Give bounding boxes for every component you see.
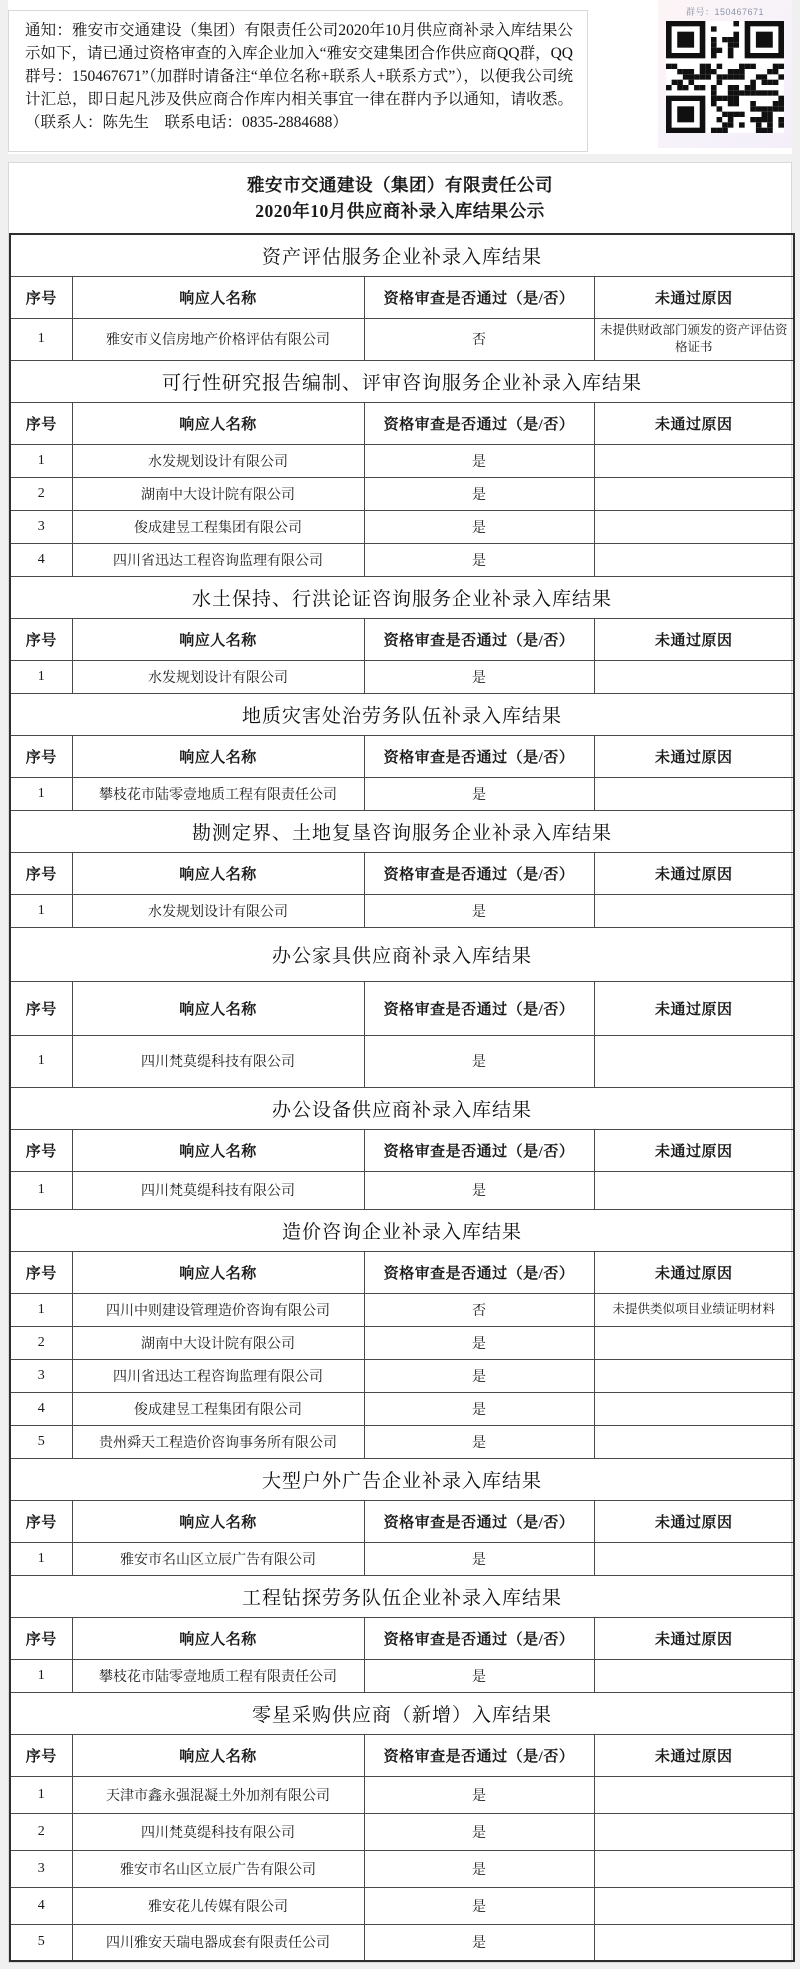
- table-row: [10, 1850, 794, 1887]
- table-row: [10, 1776, 794, 1813]
- qualification-passed: 是: [364, 1887, 594, 1924]
- qualification-passed: 否: [364, 1293, 594, 1326]
- column-header: 序号: [10, 1251, 72, 1293]
- row-index: 1: [10, 444, 72, 477]
- qualification-passed: 是: [364, 1392, 594, 1425]
- qualification-passed: 是: [364, 1850, 594, 1887]
- qualification-passed: 是: [364, 777, 594, 810]
- column-header: 资格审查是否通过（是/否）: [364, 1734, 594, 1776]
- table-row: [10, 1326, 794, 1359]
- respondent-name: 四川省迅达工程咨询监理有限公司: [72, 543, 364, 576]
- row-index: 4: [10, 1392, 72, 1425]
- fail-reason: [594, 1850, 794, 1887]
- column-header: 未通过原因: [594, 1734, 794, 1776]
- fail-reason: [594, 1326, 794, 1359]
- table-row: [10, 1035, 794, 1087]
- fail-reason: [594, 1035, 794, 1087]
- respondent-name: 四川梵莫缇科技有限公司: [72, 1813, 364, 1850]
- table-row: [10, 1887, 794, 1924]
- respondent-name: 雅安市义信房地产价格评估有限公司: [72, 318, 364, 360]
- section-title-row: [10, 927, 794, 981]
- notice-text: 通知：雅安市交通建设（集团）有限责任公司2020年10月供应商补录入库结果公示如下，请已通过资格审查的入库企业加入“雅安交建集团合作供应商QQ群，QQ群号：150467671”（加群时请备注“单位名称+联系人+联系方式”），以便我公司统计汇总，即日起凡涉及供应商合作库内相关事宜一律在群内予以通知，请收悉。（联系人：陈先生 联系电话：0835-2884688）: [25, 22, 573, 131]
- fail-reason: [594, 660, 794, 693]
- respondent-name: 水发规划设计有限公司: [72, 444, 364, 477]
- column-header: 未通过原因: [594, 618, 794, 660]
- section-title: 资产评估服务企业补录入库结果: [10, 234, 794, 277]
- row-index: 1: [10, 660, 72, 693]
- qualification-passed: 是: [364, 510, 594, 543]
- table-row: [10, 510, 794, 543]
- column-header: 资格审查是否通过（是/否）: [364, 1129, 594, 1171]
- table-row: [10, 1813, 794, 1850]
- fail-reason: [594, 1425, 794, 1458]
- column-header: 序号: [10, 1129, 72, 1171]
- row-index: 4: [10, 543, 72, 576]
- column-header: 未通过原因: [594, 1617, 794, 1659]
- column-header: 响应人名称: [72, 276, 364, 318]
- qualification-passed: 是: [364, 1542, 594, 1575]
- column-header: 序号: [10, 981, 72, 1035]
- respondent-name: 雅安市名山区立辰广告有限公司: [72, 1542, 364, 1575]
- respondent-name: 四川省迅达工程咨询监理有限公司: [72, 1359, 364, 1392]
- table-row: [10, 1659, 794, 1692]
- column-header: 响应人名称: [72, 618, 364, 660]
- respondent-name: 湖南中大设计院有限公司: [72, 1326, 364, 1359]
- fail-reason: [594, 1813, 794, 1850]
- respondent-name: 四川中则建设管理造价咨询有限公司: [72, 1293, 364, 1326]
- document-title-line1: 雅安市交通建设（集团）有限责任公司: [247, 175, 553, 195]
- announcement-document: [8, 162, 792, 1963]
- row-index: 1: [10, 1659, 72, 1692]
- qualification-passed: 是: [364, 1171, 594, 1209]
- column-header: 序号: [10, 1500, 72, 1542]
- row-index: 3: [10, 1850, 72, 1887]
- section-title: 可行性研究报告编制、评审咨询服务企业补录入库结果: [10, 360, 794, 402]
- column-header: 序号: [10, 735, 72, 777]
- row-index: 1: [10, 1171, 72, 1209]
- section-title: 勘测定界、土地复垦咨询服务企业补录入库结果: [10, 810, 794, 852]
- table-row: [10, 1293, 794, 1326]
- table-header-row: [10, 1500, 794, 1542]
- table-row: [10, 777, 794, 810]
- section-title: 零星采购供应商（新增）入库结果: [10, 1692, 794, 1734]
- column-header: 序号: [10, 852, 72, 894]
- section-title: 造价咨询企业补录入库结果: [10, 1209, 794, 1251]
- column-header: 序号: [10, 618, 72, 660]
- qualification-passed: 是: [364, 894, 594, 927]
- section-title: 工程钻探劳务队伍企业补录入库结果: [10, 1575, 794, 1617]
- column-header: 未通过原因: [594, 276, 794, 318]
- qualification-passed: 是: [364, 477, 594, 510]
- table-row: [10, 543, 794, 576]
- row-index: 1: [10, 894, 72, 927]
- column-header: 响应人名称: [72, 1251, 364, 1293]
- document-title-line2: 2020年10月供应商补录入库结果公示: [255, 201, 545, 222]
- fail-reason: [594, 1924, 794, 1961]
- respondent-name: 水发规划设计有限公司: [72, 660, 364, 693]
- column-header: 响应人名称: [72, 852, 364, 894]
- column-header: 未通过原因: [594, 1500, 794, 1542]
- column-header: 序号: [10, 276, 72, 318]
- notice-box: [8, 10, 588, 152]
- fail-reason: [594, 444, 794, 477]
- row-index: 1: [10, 318, 72, 360]
- respondent-name: 俊成建昱工程集团有限公司: [72, 1392, 364, 1425]
- column-header: 响应人名称: [72, 1129, 364, 1171]
- qq-group-number-label: 群号：150467671: [685, 7, 765, 17]
- fail-reason: [594, 510, 794, 543]
- row-index: 5: [10, 1425, 72, 1458]
- fail-reason: [594, 1542, 794, 1575]
- column-header: 资格审查是否通过（是/否）: [364, 618, 594, 660]
- respondent-name: 攀枝花市陆零壹地质工程有限责任公司: [72, 777, 364, 810]
- qualification-passed: 是: [364, 444, 594, 477]
- qq-group-qr-code-icon: [666, 21, 784, 133]
- column-header: 未通过原因: [594, 402, 794, 444]
- qualification-passed: 是: [364, 543, 594, 576]
- column-header: 响应人名称: [72, 981, 364, 1035]
- column-header: 未通过原因: [594, 1251, 794, 1293]
- section-title-row: [10, 576, 794, 618]
- table-row: [10, 1924, 794, 1961]
- section-title: 办公家具供应商补录入库结果: [10, 927, 794, 981]
- table-header-row: [10, 1251, 794, 1293]
- column-header: 资格审查是否通过（是/否）: [364, 735, 594, 777]
- respondent-name: 湖南中大设计院有限公司: [72, 477, 364, 510]
- table-row: [10, 894, 794, 927]
- top-band: [8, 0, 792, 154]
- section-title-row: [10, 1692, 794, 1734]
- column-header: 资格审查是否通过（是/否）: [364, 1617, 594, 1659]
- row-index: 1: [10, 1293, 72, 1326]
- fail-reason: [594, 477, 794, 510]
- column-header: 响应人名称: [72, 1734, 364, 1776]
- column-header: 资格审查是否通过（是/否）: [364, 402, 594, 444]
- section-title-row: [10, 234, 794, 277]
- table-row: [10, 1542, 794, 1575]
- fail-reason: [594, 1392, 794, 1425]
- fail-reason: [594, 543, 794, 576]
- column-header: 资格审查是否通过（是/否）: [364, 1500, 594, 1542]
- section-title: 水土保持、行洪论证咨询服务企业补录入库结果: [10, 576, 794, 618]
- row-index: 2: [10, 1813, 72, 1850]
- respondent-name: 四川梵莫缇科技有限公司: [72, 1171, 364, 1209]
- table-row: [10, 1359, 794, 1392]
- table-row: [10, 444, 794, 477]
- column-header: 序号: [10, 1617, 72, 1659]
- fail-reason: [594, 777, 794, 810]
- column-header: 响应人名称: [72, 402, 364, 444]
- table-header-row: [10, 618, 794, 660]
- respondent-name: 雅安花儿传媒有限公司: [72, 1887, 364, 1924]
- fail-reason: [594, 1171, 794, 1209]
- row-index: 1: [10, 1776, 72, 1813]
- row-index: 1: [10, 777, 72, 810]
- qualification-passed: 是: [364, 1359, 594, 1392]
- column-header: 资格审查是否通过（是/否）: [364, 981, 594, 1035]
- column-header: 资格审查是否通过（是/否）: [364, 1251, 594, 1293]
- column-header: 未通过原因: [594, 735, 794, 777]
- qualification-passed: 是: [364, 1924, 594, 1961]
- results-table: [9, 233, 795, 1963]
- respondent-name: 四川雅安天瑞电器成套有限责任公司: [72, 1924, 364, 1961]
- section-title: 地质灾害处治劳务队伍补录入库结果: [10, 693, 794, 735]
- section-title-row: [10, 1209, 794, 1251]
- row-index: 1: [10, 1542, 72, 1575]
- column-header: 未通过原因: [594, 1129, 794, 1171]
- fail-reason: [594, 1887, 794, 1924]
- fail-reason: 未提供类似项目业绩证明材料: [594, 1293, 794, 1326]
- respondent-name: 四川梵莫缇科技有限公司: [72, 1035, 364, 1087]
- fail-reason: [594, 1659, 794, 1692]
- respondent-name: 雅安市名山区立辰广告有限公司: [72, 1850, 364, 1887]
- row-index: 5: [10, 1924, 72, 1961]
- section-title-row: [10, 693, 794, 735]
- qualification-passed: 是: [364, 660, 594, 693]
- respondent-name: 天津市鑫永强混凝土外加剂有限公司: [72, 1776, 364, 1813]
- qualification-passed: 是: [364, 1326, 594, 1359]
- column-header: 序号: [10, 402, 72, 444]
- fail-reason: 未提供财政部门颁发的资产评估资格证书: [594, 318, 794, 360]
- column-header: 序号: [10, 1734, 72, 1776]
- row-index: 4: [10, 1887, 72, 1924]
- qualification-passed: 是: [364, 1659, 594, 1692]
- column-header: 资格审查是否通过（是/否）: [364, 276, 594, 318]
- column-header: 响应人名称: [72, 1500, 364, 1542]
- table-row: [10, 660, 794, 693]
- column-header: 响应人名称: [72, 735, 364, 777]
- respondent-name: 贵州舜天工程造价咨询事务所有限公司: [72, 1425, 364, 1458]
- fail-reason: [594, 1776, 794, 1813]
- qq-group-qr-panel: [658, 0, 792, 148]
- respondent-name: 攀枝花市陆零壹地质工程有限责任公司: [72, 1659, 364, 1692]
- row-index: 1: [10, 1035, 72, 1087]
- qualification-passed: 是: [364, 1035, 594, 1087]
- table-row: [10, 1171, 794, 1209]
- qualification-passed: 是: [364, 1776, 594, 1813]
- section-title: 大型户外广告企业补录入库结果: [10, 1458, 794, 1500]
- table-header-row: [10, 276, 794, 318]
- section-title-row: [10, 1575, 794, 1617]
- row-index: 2: [10, 477, 72, 510]
- row-index: 2: [10, 1326, 72, 1359]
- table-header-row: [10, 735, 794, 777]
- column-header: 未通过原因: [594, 852, 794, 894]
- table-body: [10, 234, 794, 1962]
- qualification-passed: 否: [364, 318, 594, 360]
- column-header: 资格审查是否通过（是/否）: [364, 852, 594, 894]
- table-header-row: [10, 852, 794, 894]
- section-title-row: [10, 360, 794, 402]
- fail-reason: [594, 894, 794, 927]
- column-header: 响应人名称: [72, 1617, 364, 1659]
- section-title: 办公设备供应商补录入库结果: [10, 1087, 794, 1129]
- document-title: [9, 163, 791, 233]
- table-row: [10, 1425, 794, 1458]
- section-title-row: [10, 1458, 794, 1500]
- table-header-row: [10, 1617, 794, 1659]
- table-header-row: [10, 1129, 794, 1171]
- qualification-passed: 是: [364, 1813, 594, 1850]
- section-title-row: [10, 810, 794, 852]
- row-index: 3: [10, 510, 72, 543]
- section-title-row: [10, 1087, 794, 1129]
- table-header-row: [10, 402, 794, 444]
- table-row: [10, 1392, 794, 1425]
- respondent-name: 水发规划设计有限公司: [72, 894, 364, 927]
- column-header: 未通过原因: [594, 981, 794, 1035]
- table-row: [10, 318, 794, 360]
- qualification-passed: 是: [364, 1425, 594, 1458]
- fail-reason: [594, 1359, 794, 1392]
- row-index: 3: [10, 1359, 72, 1392]
- table-row: [10, 477, 794, 510]
- respondent-name: 俊成建昱工程集团有限公司: [72, 510, 364, 543]
- table-header-row: [10, 981, 794, 1035]
- table-header-row: [10, 1734, 794, 1776]
